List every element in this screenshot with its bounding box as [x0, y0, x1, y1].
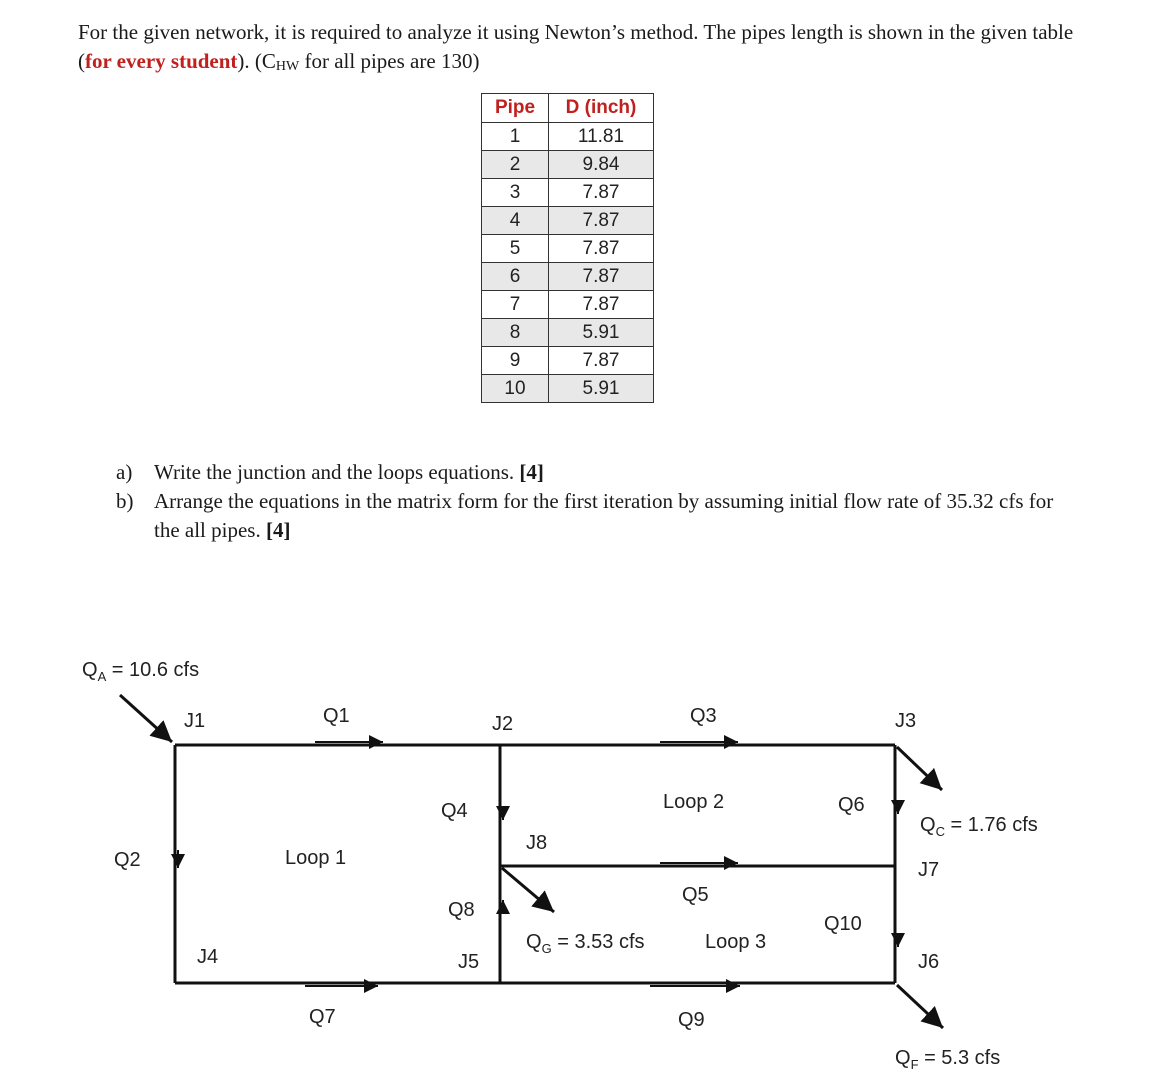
header-diameter: D (inch): [549, 94, 654, 123]
qf-flow-label: $Q_F = 5.3$ cfs: [895, 1047, 1001, 1072]
junction-j1: J1: [184, 710, 206, 732]
pipe-number-cell: 6: [482, 263, 549, 291]
diameter-cell: 7.87: [549, 235, 654, 263]
pipe-number-cell: 2: [482, 151, 549, 179]
question-text: Arrange the equations in the matrix form for the first iteration by assuming initial flow rate of 35.32 cfs for the all pipes.: [154, 489, 1054, 542]
header-pipe: Pipe: [482, 94, 549, 123]
pipe-label-q5: Q5: [682, 884, 709, 906]
question-marks: [4]: [265, 518, 291, 542]
pipe-label-q7: Q7: [309, 1006, 336, 1028]
intro-highlight: for every student: [85, 49, 238, 73]
intro-text-3: for all pipes are 130): [299, 49, 480, 73]
pipe-label-q3: Q3: [690, 705, 717, 727]
pipe-number-cell: 8: [482, 319, 549, 347]
diameter-cell: 7.87: [549, 347, 654, 375]
pipe-number-cell: 5: [482, 235, 549, 263]
diameter-cell: 5.91: [549, 375, 654, 403]
qf-outflow-arrow: [897, 985, 943, 1028]
question-label: b): [116, 489, 134, 513]
loop-3-label: Loop 3: [705, 931, 767, 953]
qc-outflow-arrow: [897, 747, 942, 790]
diameter-cell: 7.87: [549, 263, 654, 291]
diameter-cell: 7.87: [549, 179, 654, 207]
pipe-label-q6: Q6: [838, 794, 865, 816]
pipe-label-q8: Q8: [448, 899, 475, 921]
qc-flow-label: $Q_C = 1.76$ cfs: [920, 814, 1038, 839]
diameter-cell: 11.81: [549, 123, 654, 151]
pipe-label-q10: Q10: [824, 913, 862, 935]
qa-flow-label: $Q_A = 10.6$ cfs: [82, 659, 200, 684]
loop-1-label: Loop 1: [285, 847, 347, 869]
pipe-label-q2: Q2: [114, 849, 141, 871]
diameter-cell: 7.87: [549, 291, 654, 319]
junction-j7: J7: [918, 859, 940, 881]
question-label: a): [116, 460, 133, 484]
qg-outflow-arrow: [502, 868, 554, 912]
pipe-label-q4: Q4: [441, 800, 468, 822]
junction-j2: J2: [492, 713, 514, 735]
qa-inflow-arrow: [120, 695, 172, 742]
pipe-number-cell: 3: [482, 179, 549, 207]
qg-flow-label: $Q_G = 3.53$ cfs: [526, 931, 645, 956]
pipe-number-cell: 4: [482, 207, 549, 235]
junction-j8: J8: [526, 832, 548, 854]
pipe-number-cell: 1: [482, 123, 549, 151]
intro-text: For the given network, it is required to analyze it using Newton’s method. The pipes length is shown in the given table (: [78, 20, 1074, 73]
question-marks: [4]: [519, 460, 544, 484]
pipe-label-q1: Q1: [323, 705, 350, 727]
junction-j3: J3: [895, 710, 917, 732]
pipe-number-cell: 9: [482, 347, 549, 375]
junction-j4: J4: [197, 946, 219, 968]
chw-subscript: HW: [275, 59, 300, 74]
pipe-label-q9: Q9: [678, 1009, 705, 1031]
diameter-cell: 9.84: [549, 151, 654, 179]
pipe-number-cell: 7: [482, 291, 549, 319]
question-text: Write the junction and the loops equations.: [154, 460, 515, 484]
loop-2-label: Loop 2: [663, 791, 725, 813]
junction-j6: J6: [918, 951, 940, 973]
pipe-number-cell: 10: [482, 375, 549, 403]
diameter-cell: 7.87: [549, 207, 654, 235]
junction-j5: J5: [458, 951, 480, 973]
intro-text-2: ). (C: [237, 49, 276, 73]
diameter-cell: 5.91: [549, 319, 654, 347]
